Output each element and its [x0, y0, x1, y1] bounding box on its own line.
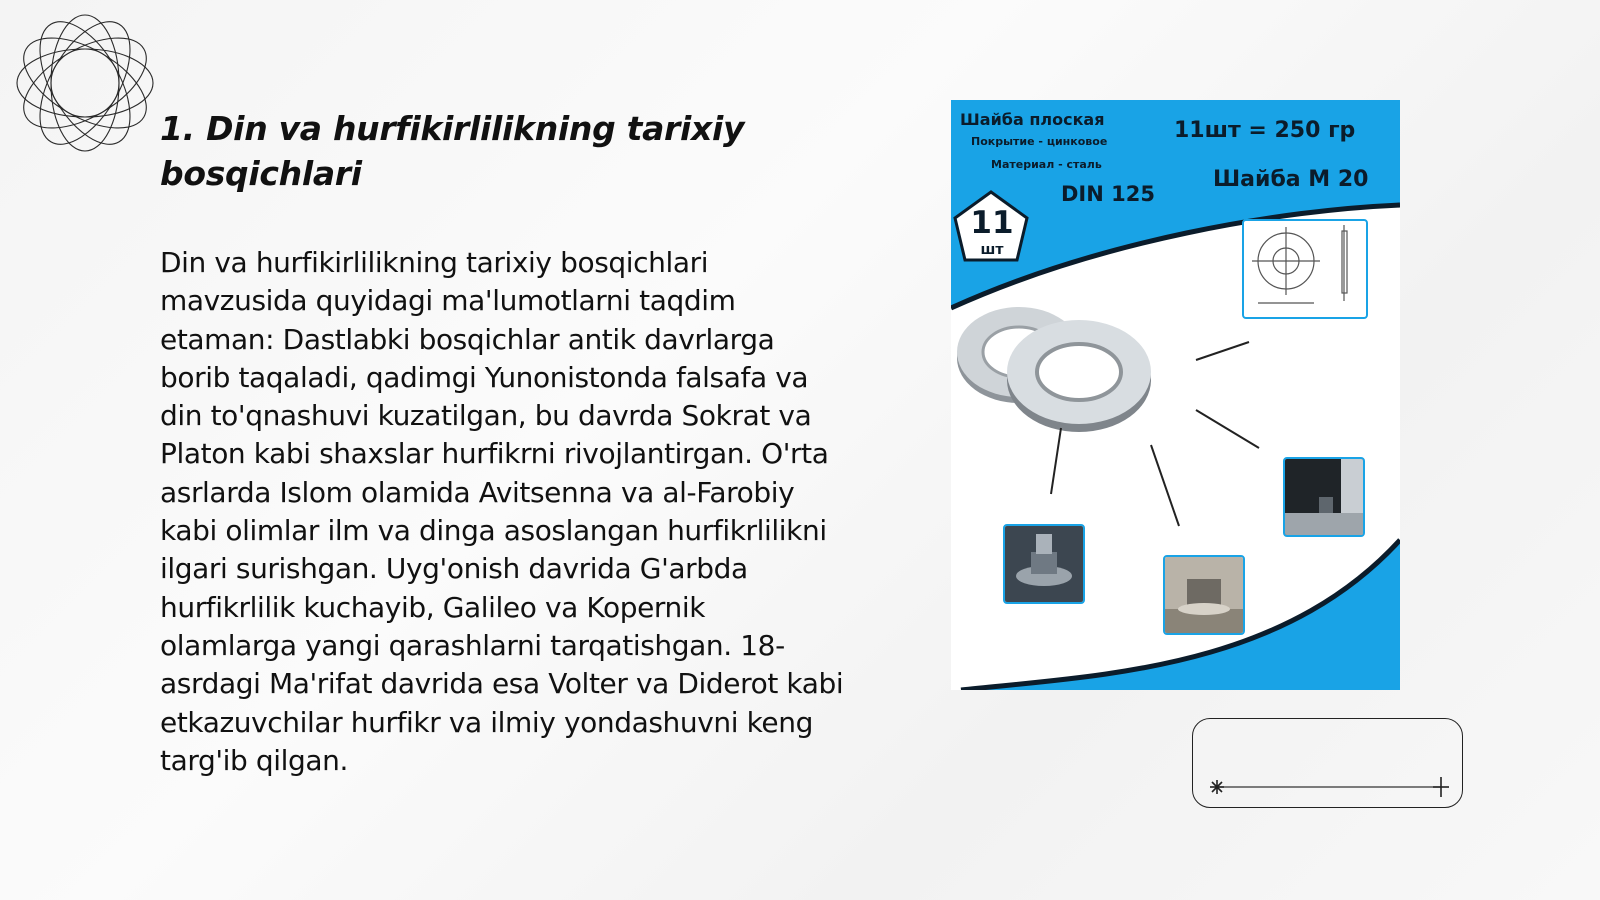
technical-drawing-thumbnail [1242, 219, 1368, 319]
washer-icon [957, 307, 1151, 432]
product-material: Материал - сталь [991, 158, 1102, 171]
product-coating: Покрытие - цинковое [971, 135, 1108, 148]
badge-unit: шт [980, 242, 1004, 258]
circle-ornament-icon [10, 8, 160, 158]
product-weight: 11шт = 250 гр [1174, 118, 1356, 143]
badge-count: 11 [970, 205, 1014, 241]
product-image [951, 100, 1400, 690]
slide-body-text: Din va hurfikirlilikning tarixiy bosqichlari mavzusida quyidagi ma'lumotlarni taqdim etaman: Dastlabki bosqichlar antik davrlarga borib taqaladi, qadimgi Yunonistonda falsafa va din to'qnashuvi kuzatilgan, bu davrda Sokrat va Platon kabi shaxslar hurfikrni rivojlantirgan. O'rta asrlarda Islom olamida Avitsenna va al-Farobiy kabi olimlar ilm va dinga asoslangan hurfikrlilikni ilgari surishgan. Uyg'onish davrida G'arbda hurfikrlilik kuchayib, Galileo va Kopernik olamlarga yangi qarashlarni tarqatishgan. 18-asrdagi Ma'rifat davrida esa Volter va Diderot kabi etkazuvchilar hurfikr va ilmiy yondashuvni keng targ'ib qilgan. [160, 246, 844, 777]
product-name: Шайба плоская [960, 110, 1105, 129]
nut-photo-thumbnail [1163, 555, 1245, 635]
timeline-widget[interactable] [1192, 718, 1463, 808]
slide-title: 1. Din va hurfikirlilikning tarixiy bosqichlari [160, 109, 745, 193]
product-standard: DIN 125 [1061, 182, 1155, 206]
product-size: Шайба М 20 [1213, 167, 1369, 192]
bolt-photo-thumbnail [1003, 524, 1085, 604]
timeline-slider-icon [1193, 719, 1464, 809]
mounting-photo-thumbnail [1283, 457, 1365, 537]
